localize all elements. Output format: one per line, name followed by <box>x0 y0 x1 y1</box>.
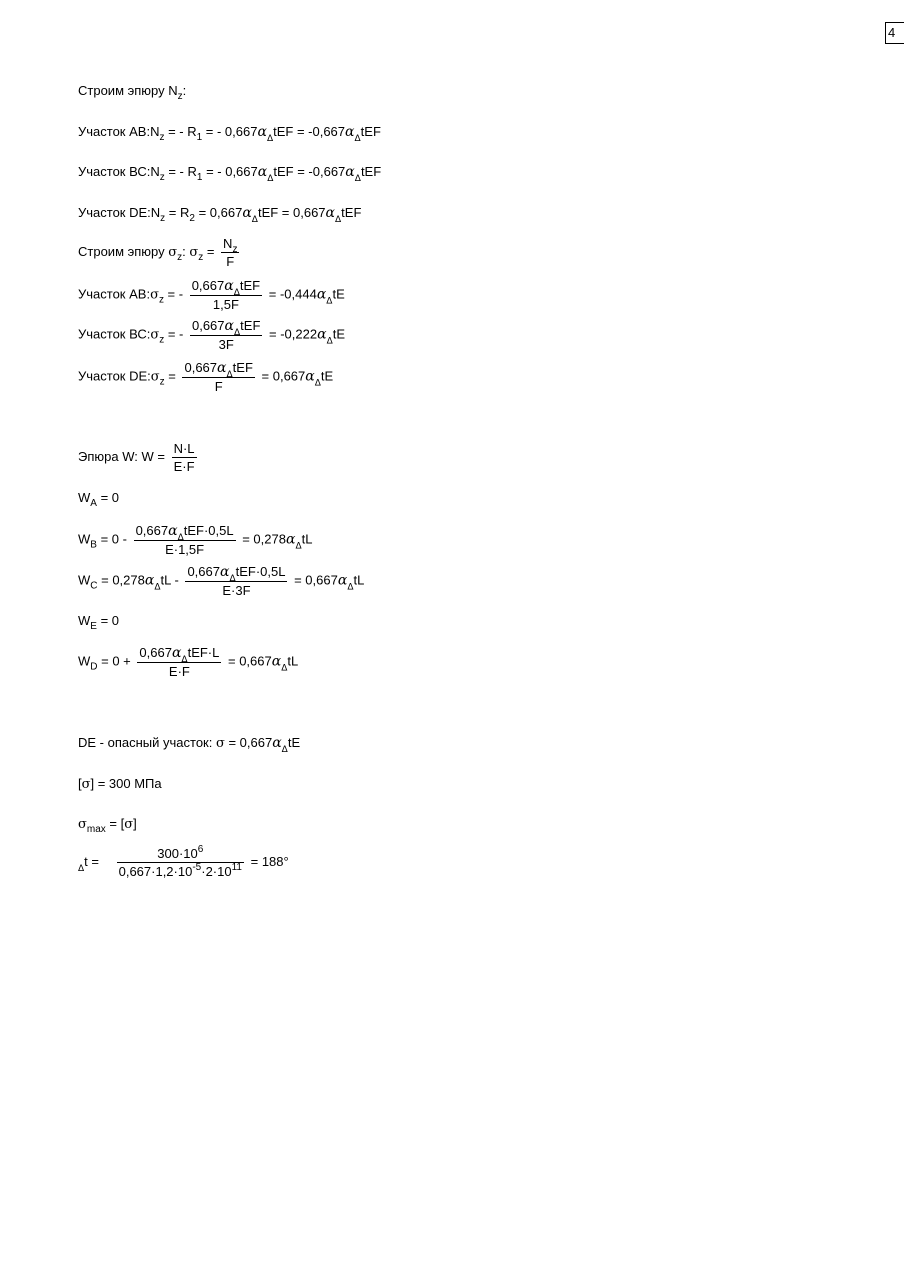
w-title: Эпюра W: W = $\frac{N\cdot L}{E\cdot F}$ <box>78 441 195 474</box>
wc-line: $W_C = 0,278\alpha_\Delta tL$ - $\frac{0,667\alpha_\Delta tEF\cdot 0,5L}{E\cdot 3F}$ = $0,667\alpha_\Delta tL$ <box>78 564 365 598</box>
fraction: $\frac{300\cdot 10^6}{0,667\cdot 1,2\cdot 10^{-5}\cdot 2\cdot 10^{11}}$ <box>118 844 242 879</box>
we-line: $W_E = 0$ <box>78 613 119 632</box>
sz-bc-line: Участок $ВС:\sigma_z$ = - $\frac{0,667\alpha_\Delta tEF}{3F}$ = $-0,222\alpha_\Delta tE$ <box>78 318 346 352</box>
fraction: $\frac{0,667\alpha_\Delta tEF}{3F}$ <box>191 318 261 352</box>
fraction: $\frac{0,667\alpha_\Delta tEF\cdot L}{E\cdot F}$ <box>139 645 220 679</box>
fraction: $\frac{0,667\alpha_\Delta tEF\cdot 0,5L}{E\cdot 3F}$ <box>187 564 286 598</box>
fraction: $\frac{0,667\alpha_\Delta tEF}{F}$ <box>184 360 253 394</box>
fraction: $\frac{N\cdot L}{E\cdot F}$ <box>173 441 195 474</box>
nz-de-line: Участок $DE:N_z = R_2 = 0,667\alpha_\Delta tEF = 0,667\alpha_\Delta tEF$ <box>78 205 362 225</box>
delta-t-line: $_\Delta$t = $\frac{300\cdot 10^6}{0,667\cdot 1,2\cdot 10^{-5}\cdot 2\cdot 10^{11}}$ = 188° <box>78 844 289 879</box>
nz-title: Строим эпюру $N_z$: <box>78 83 187 102</box>
fraction: $\frac{0,667\alpha_\Delta tEF}{1,5F}$ <box>191 278 261 312</box>
sz-de-line: Участок $DE:\sigma_z$ = $\frac{0,667\alpha_\Delta tEF}{F}$ = $0,667\alpha_\Delta tE$ <box>78 360 334 394</box>
fraction: $\frac{0,667\alpha_\Delta tEF\cdot 0,5L}{E\cdot 1,5F}$ <box>135 523 234 557</box>
allowable-stress-line: [σ] = 300 МПа <box>78 776 162 792</box>
sz-title: Строим эпюру $\sigma_z$: $\sigma_z$ = $\frac{N_z}{F}$ <box>78 236 238 269</box>
page-number: 4 <box>885 22 904 44</box>
fraction: $\frac{N_z}{F}$ <box>223 236 238 269</box>
wa-line: $W_A = 0$ <box>78 490 119 509</box>
nz-bc-line: Участок $ВС:N_z$ = - $R_1$ = - $0,667\alpha_\Delta tEF = -0,667\alpha_\Delta tEF$ <box>78 164 382 184</box>
wb-line: $W_B = 0$ - $\frac{0,667\alpha_\Delta tEF\cdot 0,5L}{E\cdot 1,5F}$ = $0,278\alpha_\Delta tL$ <box>78 523 313 557</box>
danger-line: DE - опасный участок: $\sigma = 0,667\alpha_\Delta tE$ <box>78 735 301 755</box>
wd-line: $W_D = 0$ + $\frac{0,667\alpha_\Delta tEF\cdot L}{E\cdot F}$ = $0,667\alpha_\Delta tL$ <box>78 645 299 679</box>
sz-ab-line: Участок $АВ:\sigma_z$ = - $\frac{0,667\alpha_\Delta tEF}{1,5F}$ = $-0,444\alpha_\Delta tE$ <box>78 278 345 312</box>
sigma-max-line: $\sigma_{max} = [\sigma]$ <box>78 816 137 835</box>
nz-ab-line: Участок $АВ:N_z$ = - $R_1$ = - $0,667\alpha_\Delta tEF = -0,667\alpha_\Delta tEF$ <box>78 124 381 144</box>
